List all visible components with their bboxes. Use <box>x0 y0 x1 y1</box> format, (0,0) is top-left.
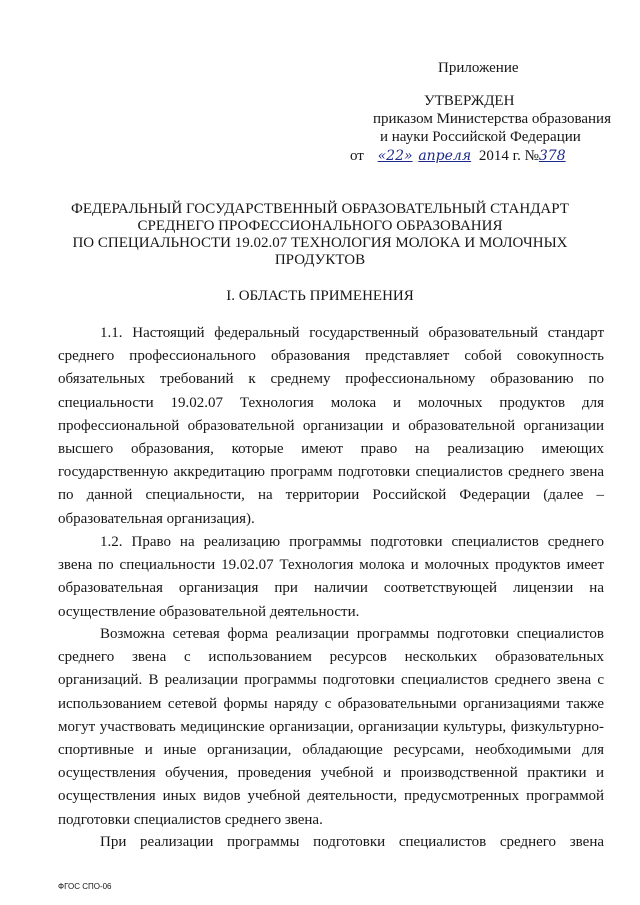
date-month: апреля <box>418 148 472 164</box>
order-number: 378 <box>538 148 566 164</box>
title-line-4: ПРОДУКТОВ <box>274 252 366 268</box>
approved-label: УТВЕРЖДЕН <box>424 93 515 109</box>
footer-code: ФГОС СПО-06 <box>58 882 112 891</box>
date-prefix: от <box>350 148 364 164</box>
paragraph-network-form: Возможна сетевая форма реализации программы подготовки специалистов среднего звена с использованием ресурсов нескольких образовательных организаций. В реализации программы подготовки специалистов среднего звена с использованием сетевой формы наряду с образовательными организациями также могут участвовать медицинские организации, организации культуры, физкультурно-спортивные и иные организации, обладающие ресурсами, необходимыми для осуществления обучения, проведения учебной и производственной практики и осуществления иных видов учебной деятельности, предусмотренных программой подготовки специалистов среднего звена. <box>58 626 604 828</box>
paragraph-continuation: При реализации программы подготовки специалистов среднего звена <box>100 834 604 850</box>
order-line-2: и науки Российской Федерации <box>380 129 581 145</box>
title-line-1: ФЕДЕРАЛЬНЫЙ ГОСУДАРСТВЕННЫЙ ОБРАЗОВАТЕЛЬНЫЙ СТАНДАРТ <box>71 201 569 217</box>
order-line-1: приказом Министерства образования <box>373 111 611 127</box>
section-title: I. ОБЛАСТЬ ПРИМЕНЕНИЯ <box>226 288 414 304</box>
paragraph-1-2: 1.2. Право на реализацию программы подготовки специалистов среднего звена по специальности 19.02.07 Технология молока и молочных продуктов имеет образовательная организация при наличии соответствующей лицензии на осуществление образовательной деятельности. <box>58 534 604 620</box>
document-title <box>40 201 600 269</box>
title-line-3: ПО СПЕЦИАЛЬНОСТИ 19.02.07 ТЕХНОЛОГИЯ МОЛОКА И МОЛОЧНЫХ <box>72 235 568 251</box>
appendix-label: Приложение <box>438 60 519 76</box>
date-year: 2014 г. № <box>478 148 539 164</box>
title-line-2: СРЕДНЕГО ПРОФЕССИОНАЛЬНОГО ОБРАЗОВАНИЯ <box>137 218 503 234</box>
order-date-line <box>350 146 566 167</box>
date-day: «22» <box>377 148 413 164</box>
paragraph-1-1: 1.1. Настоящий федеральный государственный образовательный стандарт среднего профессионального образования представляет собой совокупность обязательных требований к среднему профессиональному образованию по специальности 19.02.07 Технология молока и молочных продуктов для профессиональной образовательной организации и образовательной организации высшего образования, которые имеют право на реализацию имеющих государственную аккредитацию программ подготовки специалистов среднего звена по данной специальности, на территории Российской Федерации (далее – образовательная организация). <box>58 325 604 527</box>
